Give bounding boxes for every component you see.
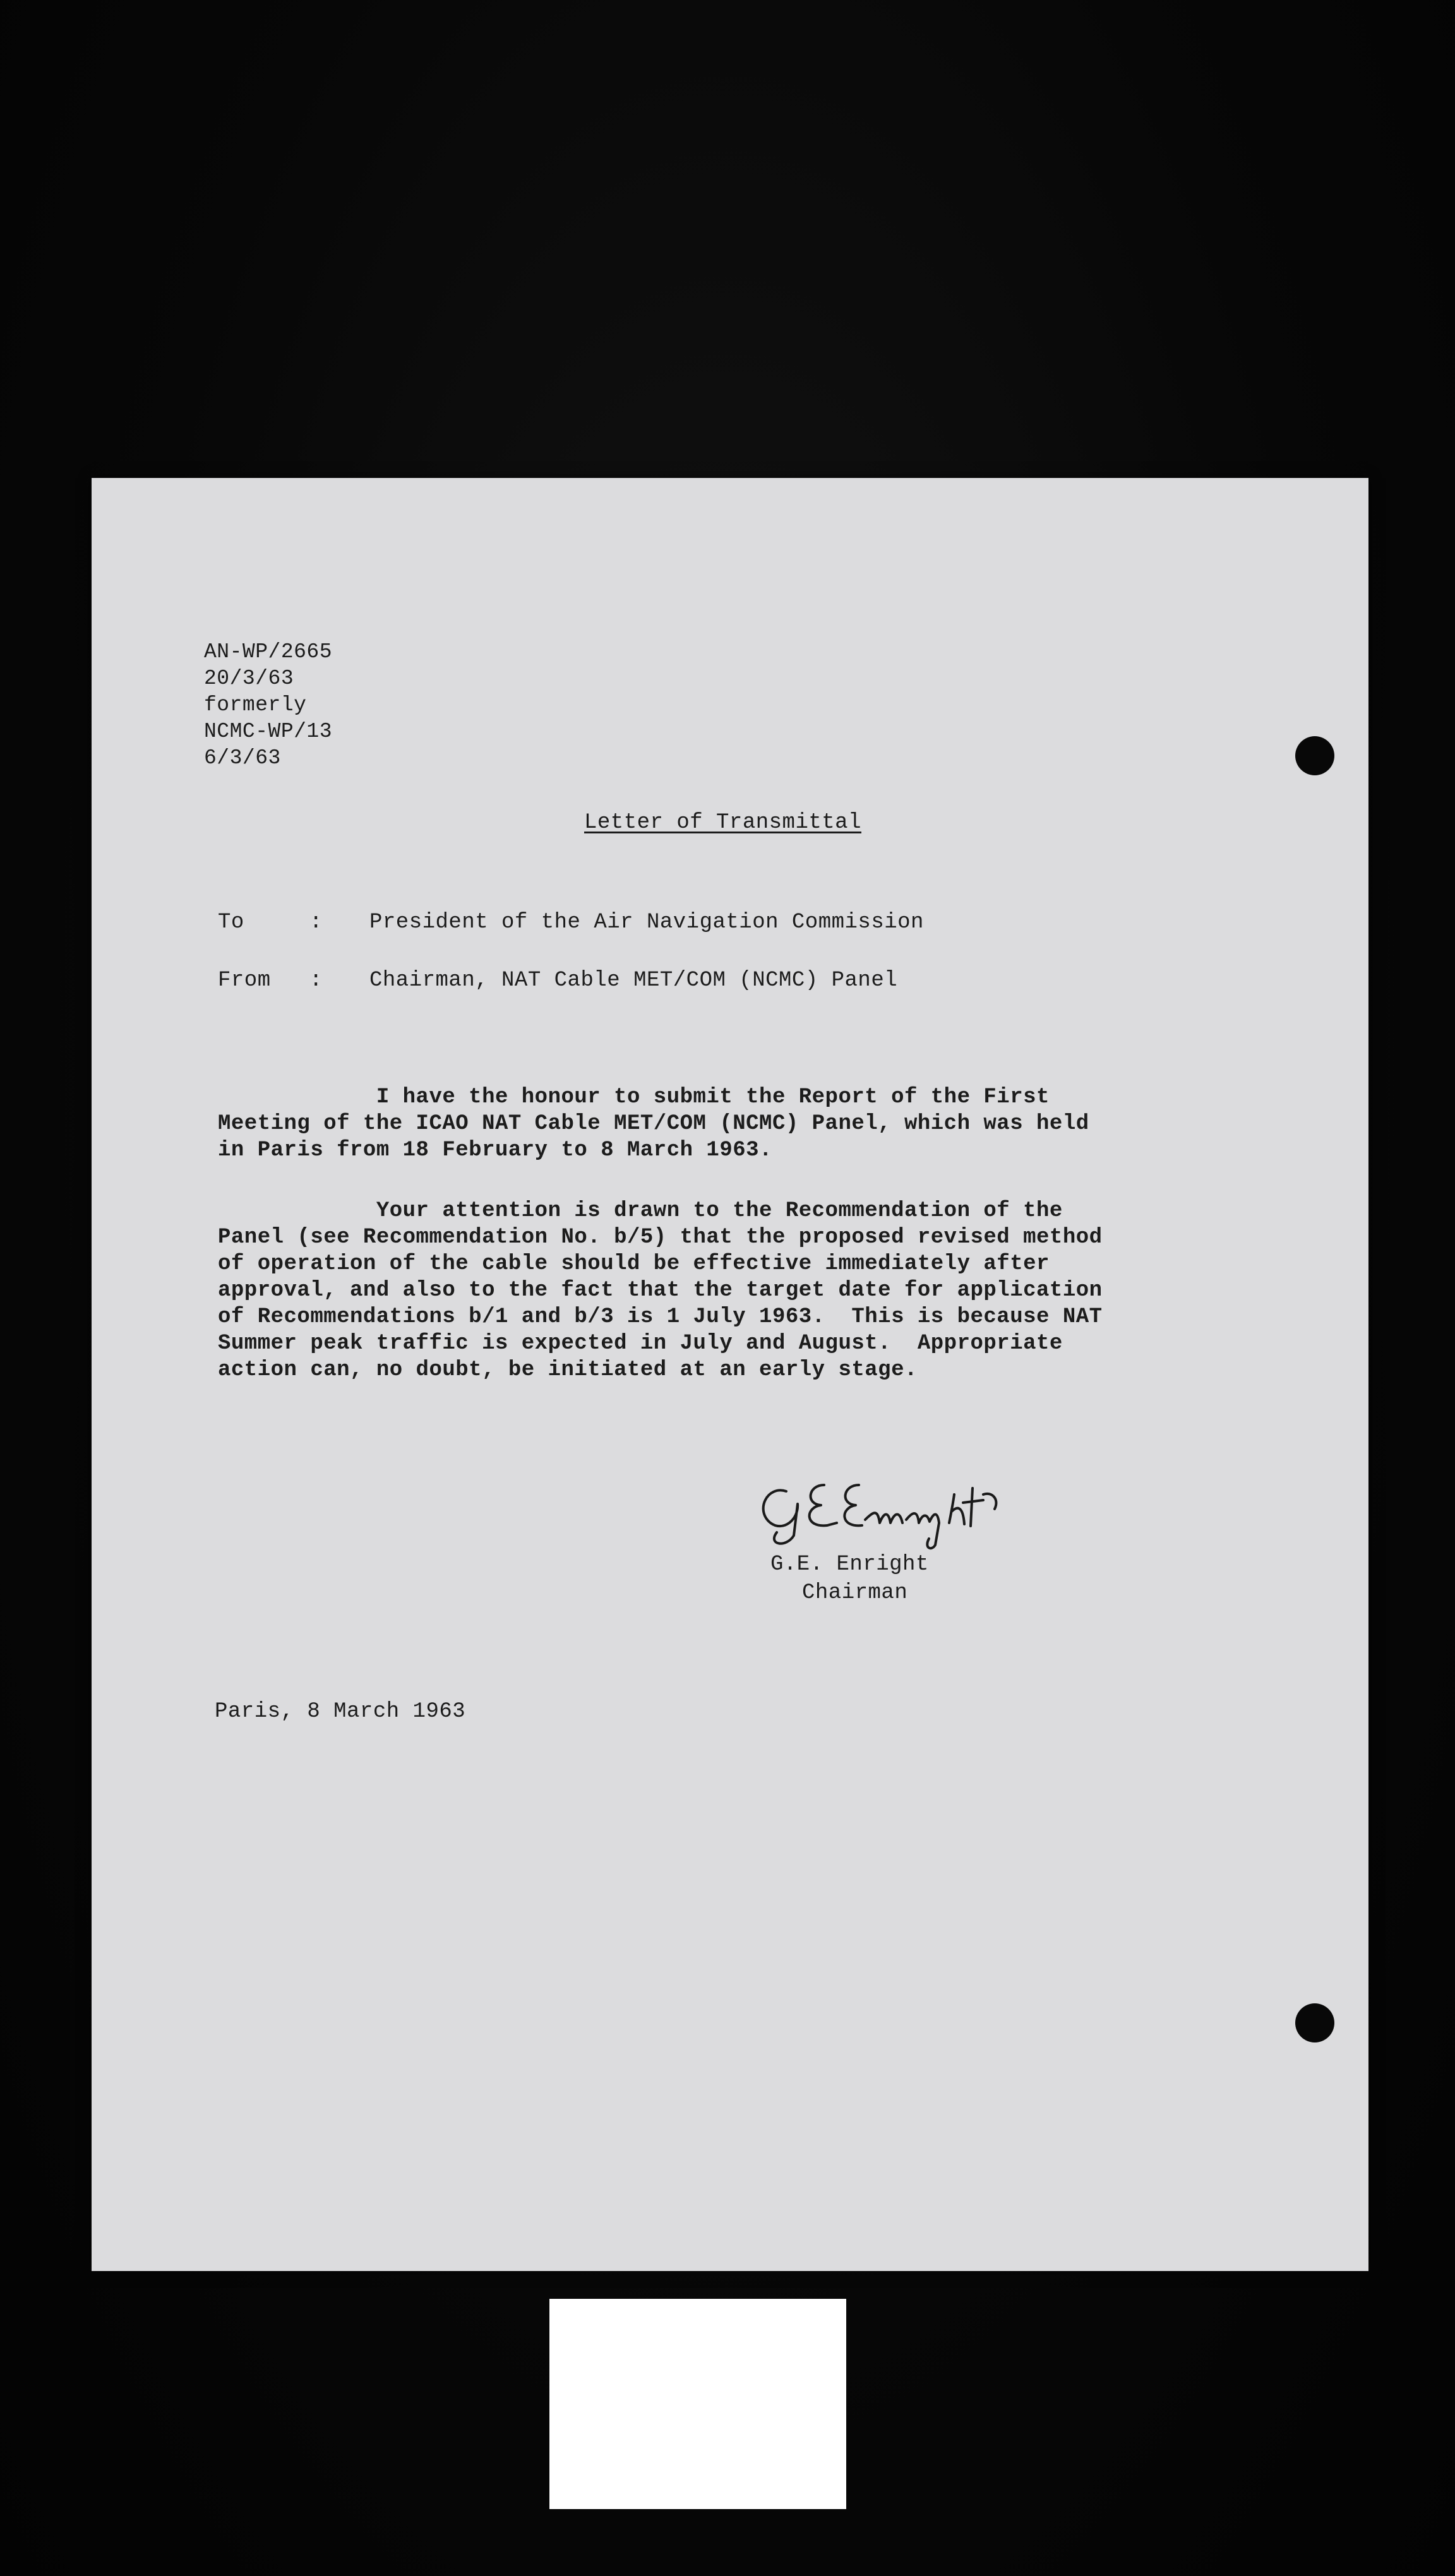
signatory-title: Chairman [802, 1581, 908, 1605]
from-label: From [218, 969, 271, 993]
to-separator: : [309, 910, 323, 934]
body-paragraph-1: I have the honour to submit the Report of the First Meeting of the ICAO NAT Cable MET/COM (NCMC) Panel, which was held in Paris from 18 February to 8 March 1963. [218, 1085, 1089, 1162]
reference-line: AN-WP/2665 [204, 640, 333, 664]
reference-line: 20/3/63 [204, 667, 294, 690]
document-page [92, 478, 1368, 2271]
reference-block [204, 639, 332, 772]
punch-hole [1295, 2003, 1334, 2042]
blank-target-card [549, 2299, 846, 2509]
body-paragraph-2: Your attention is drawn to the Recommendation of the Panel (see Recommendation No. b/5) that the proposed revised method of operation of the cable should be effective immediately after approval, and also to the fact that the target date for application of Recommendations b/1 and b/3 is 1 July 1963. This is because NAT Summer peak traffic is expected in July and August. Appropriate action can, no doubt, be initiated at an early stage. [218, 1199, 1103, 1382]
to-value: President of the Air Navigation Commission [369, 910, 924, 934]
punch-hole [1295, 736, 1334, 775]
signatory-name: G.E. Enright [770, 1553, 929, 1577]
to-label: To [218, 910, 244, 934]
from-value: Chairman, NAT Cable MET/COM (NCMC) Panel [369, 969, 898, 993]
handwritten-signature [748, 1460, 1045, 1554]
reference-line: formerly [204, 693, 307, 717]
letter-title: Letter of Transmittal [584, 811, 861, 835]
place-and-date: Paris, 8 March 1963 [215, 1700, 466, 1724]
from-separator: : [309, 969, 323, 993]
reference-line: 6/3/63 [204, 746, 281, 770]
reference-line: NCMC-WP/13 [204, 720, 333, 743]
